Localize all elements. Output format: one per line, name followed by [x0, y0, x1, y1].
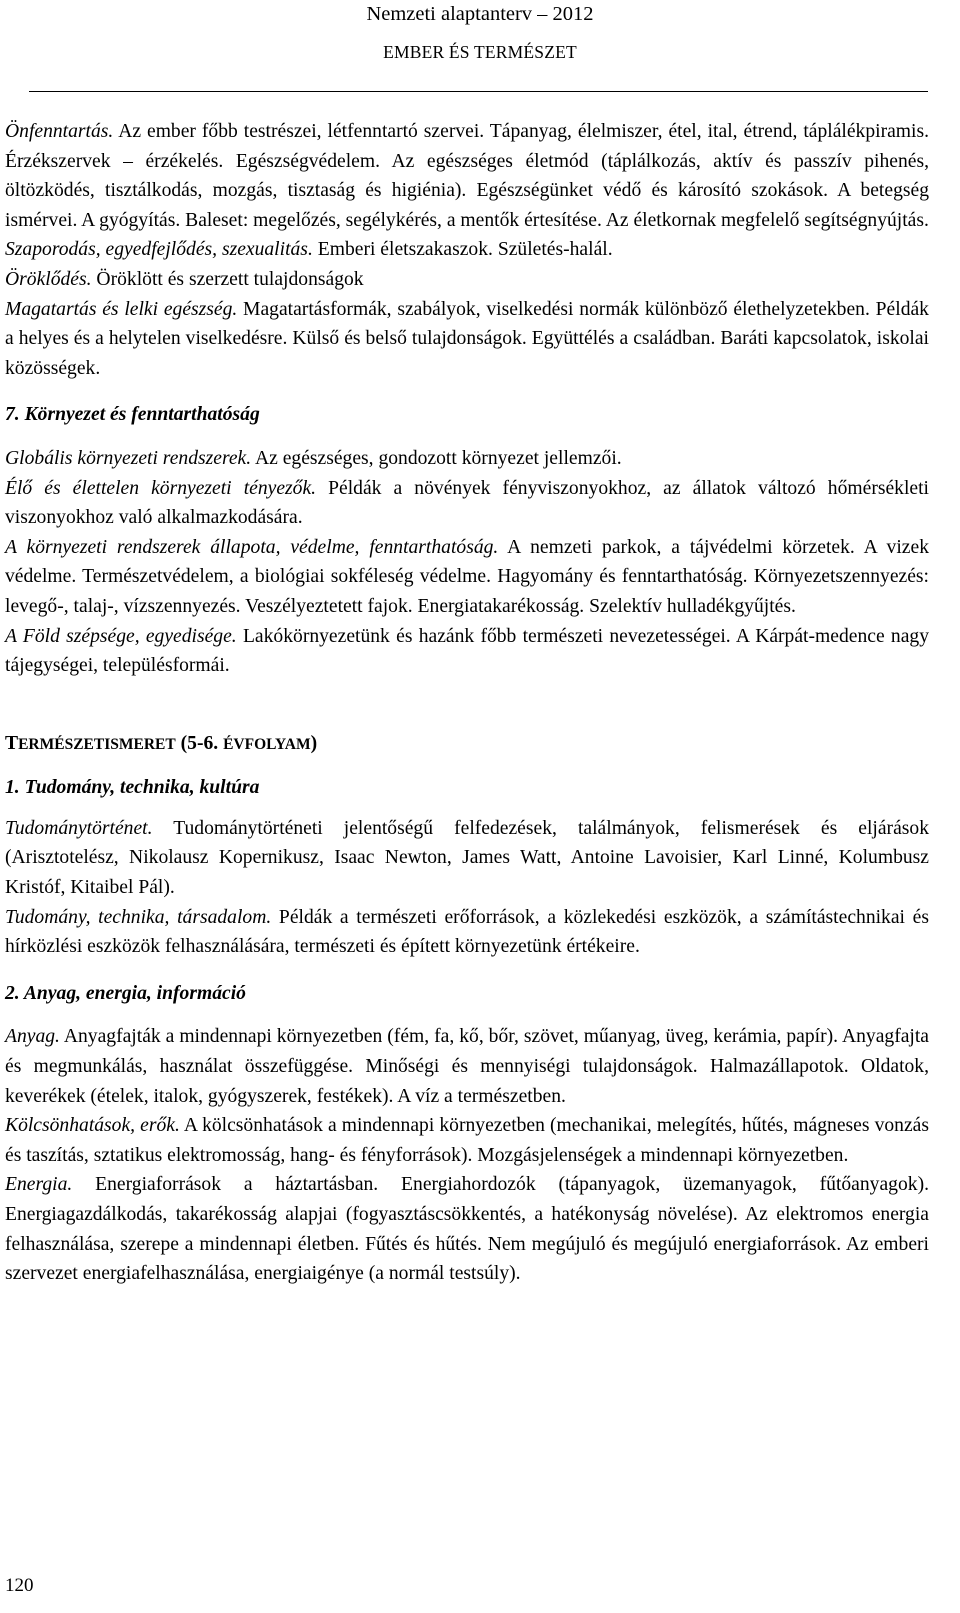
italic-topic-label: Önfenntartás. — [5, 121, 114, 142]
heading-environment: 7. Környezet és fenntarthatóság — [5, 404, 260, 426]
running-header-title: Nemzeti alaptanterv – 2012 — [366, 3, 594, 25]
paragraph-science-technology — [5, 814, 929, 962]
text-run: A kölcsönhatások a mindennapi környezetben (mechanikai, melegítés, hűtés, mágneses vonzás és taszítás, sztatikus elektromosság, hang- és fényforrások). Mozgásjelenségek a mindennapi környezetben. — [5, 1115, 929, 1166]
italic-topic-label: A környezeti rendszerek állapota, védelme, fenntarthatóság. — [5, 536, 499, 558]
italic-topic-label: Öröklődés. — [5, 268, 92, 290]
text-run: Az egészséges, gondozott környezet jellemzői. — [251, 447, 622, 469]
italic-topic-label: Tudomány, technika, társadalom. — [5, 906, 272, 928]
page-content — [5, 117, 929, 1289]
italic-topic-label: Anyag. — [5, 1026, 60, 1048]
text-run: Öröklött és szerzett tulajdonságok — [91, 268, 364, 290]
heading-science-technology: 1. Tudomány, technika, kultúra — [5, 777, 260, 799]
text-run: A nemzeti parkok, a tájvédelmi körzetek. A vizek védelme. Természetvédelem, a biológiai sokféleség védelme. Hagyomány és fenntarthatóság. Környezetszennyezés: levegő-, talaj-, vízszennyezés. Veszélyeztetett fajok. Energiatakarékosság. Szelektív hulladékgyűjtés. — [5, 536, 929, 617]
header-rule — [29, 91, 928, 92]
text-run: Lakókörnyezetünk és hazánk főbb természeti nevezetességei. A Kárpát-medence nagy tájegységei, településformái. — [5, 625, 929, 677]
italic-topic-label: Kölcsönhatások, erők. — [5, 1115, 180, 1137]
text-run: Tudománytörténeti jelentőségű felfedezések, találmányok, felismerések és eljárások (Arisztotelész, Nikolausz Kopernikusz, Isaac Newton, James Watt, Antoine Lavoisier, Karl Linné, Kolumbusz Kristóf, Kitaibel Pál). — [5, 817, 929, 899]
paragraph-environment — [5, 444, 929, 681]
text-run: Emberi életszakaszok. Születés-halál. — [312, 239, 613, 261]
text-run: Magatartásformák, szabályok, viselkedési normák különböző élethelyzetekben. Példák a helyes és a helytelen viselkedésre. Külső és belső tulajdonságok. Együttélés a családban. Baráti kapcsolatok, iskolai közösségek. — [5, 298, 929, 379]
text-run: Az ember főbb testrészei, létfenntartó szervei. Tápanyag, élelmiszer, étel, ital, étrend, táplálékpiramis. Érzékszervek – érzékelés. Egészségvédelem. Az egészséges életmód (táplálkozás, aktív és passzív pihenés, öltözködés, tisztálkodás, mozgás, tisztaság és higiénia). Egészségünket védő és károsító szokások. A betegség ismérvei. A gyógyítás. Baleset: megelőzés, segélykérés, a mentők értesítése. Az életkornak megfelelő segítségnyújtás. — [5, 121, 929, 231]
heading-matter-energy: 2. Anyag, energia, információ — [5, 982, 246, 1004]
italic-topic-label: Tudománytörténet. — [5, 817, 153, 839]
italic-topic-label: Magatartás és lelki egészség. — [5, 298, 238, 320]
text-run: Anyagfajták a mindennapi környezetben (fém, fa, kő, bőr, szövet, műanyag, üveg, kerámia, papír). Anyagfajta és megmunkálás, használat összefüggése. Minőségi és mennyiségi tulajdonságok. Halmazállapotok. Oldatok, keverékek (ételek, italok, gyógyszerek, festékek). A víz a természetben. — [5, 1026, 929, 1107]
text-run: Energiaforrások a háztartásban. Energiahordozók (tápanyagok, üzemanyagok, fűtőanyagok). Energiagazdálkodás, takarékosság alapjai (fogyasztáscsökkentés, a hatékonyság növelése). Az elektromos energia felhasználása, szerepe a mindennapi életben. Fűtés és hűtés. Nem megújuló és megújuló energiaforrások. Az emberi szervezet energiafelhasználása, energiaigénye (a normál testsúly). — [5, 1174, 929, 1285]
section-title: TERMÉSZETISMERET (5-6. ÉVFOLYAM) — [5, 732, 318, 754]
paragraph-health — [5, 117, 929, 383]
text-run: Példák a természeti erőforrások, a közlekedési eszközök, a számítástechnikai és hírközlési eszközök felhasználására, természeti és épített környezetünk értékeire. — [5, 906, 929, 958]
italic-topic-label: A Föld szépsége, egyedisége. — [5, 625, 237, 647]
italic-topic-label: Energia. — [5, 1174, 73, 1196]
italic-topic-label: Globális környezeti rendszerek. — [5, 447, 252, 469]
text-run: Példák a növények fényviszonyokhoz, az állatok változó hőmérsékleti viszonyokhoz való alkalmazkodására. — [5, 477, 929, 529]
page-number: 120 — [5, 1575, 34, 1596]
italic-topic-label: Élő és élettelen környezeti tényezők. — [5, 477, 317, 499]
paragraph-matter-energy — [5, 1022, 929, 1288]
italic-topic-label: Szaporodás, egyedfejlődés, szexualitás. — [5, 239, 313, 261]
running-header-subtitle: EMBER ÉS TERMÉSZET — [383, 42, 577, 62]
